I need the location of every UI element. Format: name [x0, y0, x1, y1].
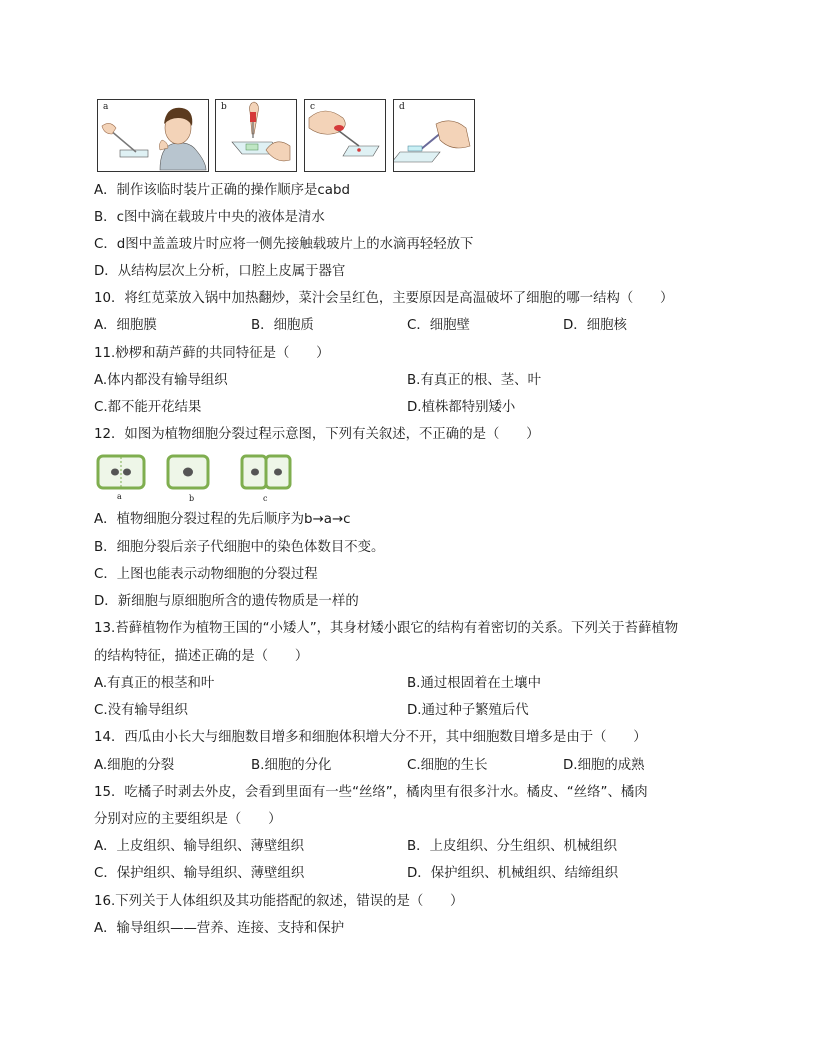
q14-option-d: D.细胞的成熟	[563, 758, 645, 773]
q13-option-c: C.没有输导组织	[94, 703, 188, 718]
q14-option-b: B.细胞的分化	[251, 758, 332, 773]
q15-option-c: C．保护组织、输导组织、薄壁组织	[94, 866, 305, 881]
q10-option-c: C．细胞壁	[407, 318, 470, 333]
q11-option-b: B.有真正的根、茎、叶	[407, 373, 541, 388]
q9-option-c: C．d图中盖盖玻片时应将一侧先接触载玻片上的水滴再轻轻放下	[94, 237, 474, 252]
q14-option-a: A.细胞的分裂	[94, 758, 175, 773]
cell-division-diagram	[94, 452, 304, 508]
q13-option-b: B.通过根固着在土壤中	[407, 676, 541, 691]
q14-option-c: C.细胞的生长	[407, 758, 488, 773]
cell-label-c: c	[263, 494, 268, 503]
q14-stem: 14．西瓜由小长大与细胞数目增多和细胞体积增大分不开，其中细胞数目增多是由于（ ）	[94, 730, 647, 745]
q13-stem-line1: 13.苔藓植物作为植物王国的“小矮人”，其身材矮小跟它的结构有着密切的关系。下列关于苔藓植物	[94, 621, 679, 636]
q9-option-b: B．c图中滴在载玻片中央的液体是清水	[94, 210, 325, 225]
figure-label: b	[221, 102, 227, 112]
cell-label-a: a	[117, 492, 122, 501]
q13-option-a: A.有真正的根茎和叶	[94, 676, 215, 691]
figure-d	[393, 99, 475, 172]
q11-option-a: A.体内都没有输导组织	[94, 373, 228, 388]
q16-stem: 16.下列关于人体组织及其功能搭配的叙述，错误的是（ ）	[94, 894, 464, 909]
q9-option-a: A．制作该临时装片正确的操作顺序是cabd	[94, 183, 350, 198]
figure-label: a	[103, 102, 109, 112]
figure-label: d	[399, 102, 405, 112]
cheek-swab-illustration	[98, 100, 208, 171]
q11-option-c: C.都不能开花结果	[94, 400, 202, 415]
q15-stem-line2: 分别对应的主要组织是（ ）	[94, 812, 282, 827]
q16-option-a: A．输导组织——营养、连接、支持和保护	[94, 921, 345, 936]
q12-option-c: C．上图也能表示动物细胞的分裂过程	[94, 567, 318, 582]
q12-option-d: D．新细胞与原细胞所含的遗传物质是一样的	[94, 594, 359, 609]
q12-option-b: B．细胞分裂后亲子代细胞中的染色体数目不变。	[94, 540, 385, 555]
cell-label-b: b	[189, 494, 195, 503]
coverslip-illustration	[394, 100, 474, 171]
q13-stem-line2: 的结构特征，描述正确的是（ ）	[94, 649, 309, 664]
q10-option-d: D．细胞核	[563, 318, 627, 333]
dropper-illustration	[216, 100, 296, 171]
q12-option-a: A．植物细胞分裂过程的先后顺序为b→a→c	[94, 512, 351, 527]
q10-option-a: A．细胞膜	[94, 318, 157, 333]
q12-stem: 12．如图为植物细胞分裂过程示意图，下列有关叙述，不正确的是（ ）	[94, 427, 540, 442]
q11-option-d: D.植株都特别矮小	[407, 400, 516, 415]
figure-c	[304, 99, 386, 172]
q15-option-a: A．上皮组织、输导组织、薄壁组织	[94, 839, 305, 854]
cell-division-figure	[94, 452, 304, 508]
q15-option-b: B．上皮组织、分生组织、机械组织	[407, 839, 618, 854]
q15-option-d: D．保护组织、机械组织、结缔组织	[407, 866, 619, 881]
figure-b	[215, 99, 297, 172]
q11-stem: 11.桫椤和葫芦藓的共同特征是（ ）	[94, 346, 330, 361]
q10-option-b: B．细胞质	[251, 318, 314, 333]
q10-stem: 10．将红苋菜放入锅中加热翻炒，菜汁会呈红色，主要原因是高温破坏了细胞的哪一结构（ ）	[94, 291, 674, 306]
figure-a	[97, 99, 209, 172]
q13-option-d: D.通过种子繁殖后代	[407, 703, 529, 718]
q15-stem-line1: 15．吃橘子时剥去外皮，会看到里面有一些“丝络”，橘肉里有很多汁水。橘皮、“丝络”、橘肉	[94, 785, 648, 800]
pipette-illustration	[305, 100, 385, 171]
q9-option-d: D．从结构层次上分析，口腔上皮属于器官	[94, 264, 346, 279]
figure-label: c	[310, 102, 316, 112]
